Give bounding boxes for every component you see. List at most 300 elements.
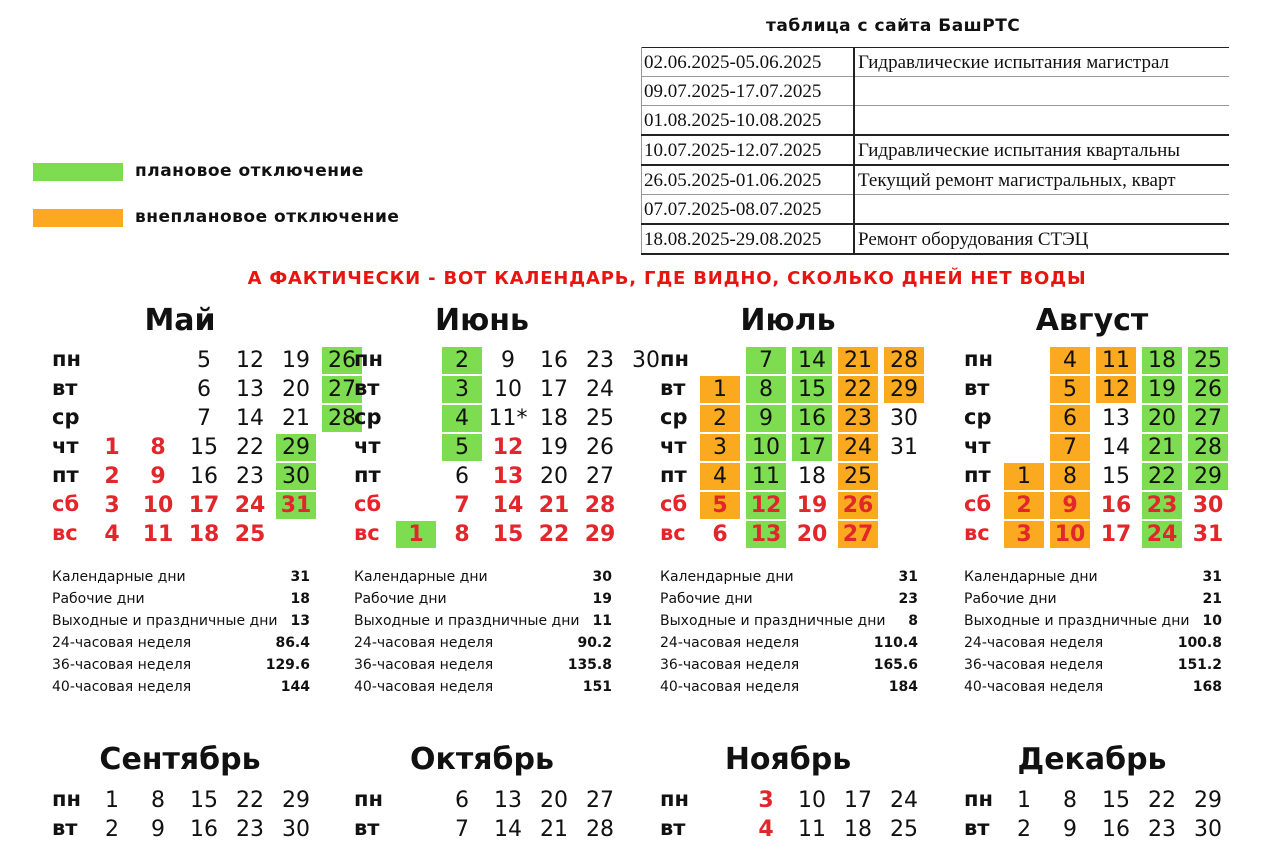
stat-label: Календарные дни xyxy=(660,569,794,585)
weekday-label: пн xyxy=(660,347,690,371)
weekday-label: вт xyxy=(660,376,686,400)
weekday-label: чт xyxy=(52,434,79,458)
stat-value: 11 xyxy=(592,613,612,629)
calendar-day: 17 xyxy=(844,788,872,813)
calendar-day: 30 xyxy=(632,348,660,373)
calendar-day: 18 xyxy=(540,406,568,431)
calendar-day: 17 xyxy=(792,434,832,461)
table-cell-work: Гидравлические испытания квартальны xyxy=(858,139,1181,161)
calendar-day: 12 xyxy=(236,348,264,373)
calendar-day: 4 xyxy=(758,817,774,842)
calendar-day: 15 xyxy=(1102,788,1130,813)
calendar-day: 20 xyxy=(540,788,568,813)
calendar-day: 5 xyxy=(197,348,211,373)
table-cell-work xyxy=(854,195,1229,225)
calendar-day: 29 xyxy=(282,788,310,813)
stat-row xyxy=(660,566,918,588)
calendar-day: 21 xyxy=(540,817,568,842)
weekday-label: пн xyxy=(354,787,384,811)
calendar-day: 1 xyxy=(1017,788,1031,813)
stat-value: 151.2 xyxy=(1177,657,1222,673)
table-cell-work: Гидравлические испытания магистрал xyxy=(858,51,1170,73)
legend-planned-label: плановое отключение xyxy=(135,161,364,181)
calendar-day: 17 xyxy=(1100,522,1132,547)
stat-value: 90.2 xyxy=(577,635,612,651)
stat-value: 135.8 xyxy=(567,657,612,673)
stat-label: Выходные и праздничные дни xyxy=(660,613,886,629)
table-cell-dates: 26.05.2025-01.06.2025 xyxy=(642,165,855,195)
calendar-day: 29 xyxy=(276,434,316,461)
calendar-day: 1 xyxy=(700,376,740,403)
calendar-day: 27 xyxy=(322,376,362,403)
table-cell-dates: 01.08.2025-10.08.2025 xyxy=(642,106,855,136)
month-title: Май xyxy=(144,303,216,338)
weekday-label: вс xyxy=(964,521,990,545)
stat-row xyxy=(660,610,918,632)
calendar-day: 2 xyxy=(104,464,120,489)
stat-label: 40-часовая неделя xyxy=(52,679,192,695)
stat-label: Выходные и праздничные дни xyxy=(964,613,1190,629)
calendar-day: 16 xyxy=(1102,817,1130,842)
weekday-label: пн xyxy=(660,787,690,811)
stat-label: 36-часовая неделя xyxy=(660,657,800,673)
calendar-day: 14 xyxy=(1102,435,1130,460)
rts-outage-table xyxy=(641,47,1229,255)
legend-unplanned-swatch xyxy=(33,209,123,227)
calendar-day: 10 xyxy=(142,493,174,518)
calendar-day: 7 xyxy=(197,406,211,431)
calendar-day: 24 xyxy=(1142,521,1182,548)
calendar-day: 18 xyxy=(188,522,220,547)
calendar-day: 17 xyxy=(188,493,220,518)
table-row xyxy=(642,77,1230,106)
calendar-day: 14 xyxy=(792,347,832,374)
stat-value: 30 xyxy=(592,569,612,585)
weekday-label: ср xyxy=(660,405,688,429)
stat-row xyxy=(354,632,612,654)
stat-label: 36-часовая неделя xyxy=(964,657,1104,673)
calendar-day: 11 xyxy=(1096,347,1136,374)
calendar-day: 20 xyxy=(282,377,310,402)
calendar-day: 28 xyxy=(884,347,924,374)
calendar-day: 27 xyxy=(586,788,614,813)
calendar-day: 1 xyxy=(104,435,120,460)
table-row xyxy=(642,135,1230,165)
stat-label: Рабочие дни xyxy=(354,591,447,607)
weekday-label: пт xyxy=(964,463,991,487)
month-title: Декабрь xyxy=(1017,742,1167,777)
weekday-label: вт xyxy=(354,816,380,840)
calendar-day: 18 xyxy=(844,817,872,842)
calendar-day: 22 xyxy=(838,376,878,403)
weekday-label: пн xyxy=(354,347,384,371)
calendar-day: 9 xyxy=(746,405,786,432)
stat-row xyxy=(660,654,918,676)
calendar-day: 9 xyxy=(501,348,515,373)
calendar-day: 30 xyxy=(1194,817,1222,842)
calendar-day: 16 xyxy=(190,464,218,489)
stat-label: 24-часовая неделя xyxy=(52,635,192,651)
calendar-day: 30 xyxy=(282,817,310,842)
calendar-day: 29 xyxy=(884,376,924,403)
calendar-day: 12 xyxy=(746,492,786,519)
table-row xyxy=(642,195,1230,225)
calendar-day: 29 xyxy=(1188,463,1228,490)
month-title: Июль xyxy=(740,303,836,338)
stat-row xyxy=(964,610,1222,632)
stat-value: 18 xyxy=(290,591,310,607)
stat-value: 31 xyxy=(1202,569,1222,585)
calendar-day: 22 xyxy=(538,522,570,547)
stat-label: 36-часовая неделя xyxy=(354,657,494,673)
calendar-day: 31 xyxy=(1192,522,1224,547)
weekday-label: вт xyxy=(52,376,78,400)
calendar-day: 11 xyxy=(142,522,174,547)
stat-value: 165.6 xyxy=(873,657,918,673)
calendar-day: 25 xyxy=(890,817,918,842)
calendar-day: 1 xyxy=(105,788,119,813)
calendar-day: 9 xyxy=(151,817,165,842)
stat-value: 184 xyxy=(888,679,918,695)
weekday-label: пт xyxy=(660,463,687,487)
weekday-label: сб xyxy=(964,492,992,516)
calendar-day: 2 xyxy=(1004,492,1044,519)
calendar-day: 25 xyxy=(1188,347,1228,374)
calendar-day: 4 xyxy=(104,522,120,547)
stat-row xyxy=(52,610,310,632)
calendar-day: 31 xyxy=(890,435,918,460)
weekday-label: пт xyxy=(354,463,381,487)
weekday-label: чт xyxy=(964,434,991,458)
stat-label: 24-часовая неделя xyxy=(964,635,1104,651)
calendar-day: 20 xyxy=(540,464,568,489)
stat-row xyxy=(52,632,310,654)
weekday-label: вт xyxy=(964,816,990,840)
calendar-day: 30 xyxy=(276,463,316,490)
calendar-day: 20 xyxy=(796,522,828,547)
calendar-day: 19 xyxy=(282,348,310,373)
calendar-day: 24 xyxy=(234,493,266,518)
calendar-day: 25 xyxy=(234,522,266,547)
calendar-day: 18 xyxy=(798,464,826,489)
calendar-day: 14 xyxy=(236,406,264,431)
stat-label: Выходные и праздничные дни xyxy=(354,613,580,629)
weekday-label: пт xyxy=(52,463,79,487)
weekday-label: пн xyxy=(52,347,82,371)
calendar-day: 25 xyxy=(586,406,614,431)
calendar-day: 21 xyxy=(1142,434,1182,461)
weekday-label: вс xyxy=(354,521,380,545)
calendar-day: 7 xyxy=(455,817,469,842)
calendar-day: 6 xyxy=(455,788,469,813)
calendar-day: 24 xyxy=(586,377,614,402)
stat-row xyxy=(964,588,1222,610)
calendar-day: 26 xyxy=(322,347,362,374)
weekday-label: пн xyxy=(964,787,994,811)
calendar-day: 19 xyxy=(540,435,568,460)
weekday-label: вс xyxy=(52,521,78,545)
calendar-day: 8 xyxy=(151,788,165,813)
calendar-day: 29 xyxy=(1194,788,1222,813)
stat-row xyxy=(52,676,310,698)
stat-value: 86.4 xyxy=(275,635,310,651)
table-row xyxy=(642,224,1230,254)
stat-row xyxy=(354,566,612,588)
weekday-label: пн xyxy=(52,787,82,811)
calendar-day: 28 xyxy=(584,493,616,518)
calendar-day: 23 xyxy=(236,817,264,842)
calendar-day: 16 xyxy=(540,348,568,373)
calendar-day: 19 xyxy=(796,493,828,518)
stat-value: 151 xyxy=(582,679,612,695)
calendar-day: 14 xyxy=(492,493,524,518)
stat-label: Рабочие дни xyxy=(52,591,145,607)
calendar-day: 8 xyxy=(150,435,166,460)
table-cell-work xyxy=(854,77,1229,106)
weekday-label: вт xyxy=(52,816,78,840)
weekday-label: сб xyxy=(52,492,80,516)
stat-value: 13 xyxy=(290,613,310,629)
table-cell-dates: 10.07.2025-12.07.2025 xyxy=(642,135,855,165)
calendar-day: 26 xyxy=(838,492,878,519)
calendar-day: 24 xyxy=(838,434,878,461)
calendar-day: 5 xyxy=(442,434,482,461)
stat-value: 129.6 xyxy=(265,657,310,673)
stat-label: 24-часовая неделя xyxy=(354,635,494,651)
calendar-day: 23 xyxy=(586,348,614,373)
stat-row xyxy=(660,676,918,698)
table-cell-work: Текущий ремонт магистральных, кварт xyxy=(858,169,1176,191)
stat-value: 144 xyxy=(280,679,310,695)
calendar-day: 23 xyxy=(838,405,878,432)
weekday-label: ср xyxy=(52,405,80,429)
calendar-day: 30 xyxy=(1192,493,1224,518)
stat-row xyxy=(354,654,612,676)
calendar-day: 23 xyxy=(1142,492,1182,519)
calendar-day: 6 xyxy=(1050,405,1090,432)
calendar-day: 23 xyxy=(236,464,264,489)
calendar-day: 2 xyxy=(700,405,740,432)
stat-row xyxy=(964,654,1222,676)
stat-label: Календарные дни xyxy=(354,569,488,585)
stat-row xyxy=(964,632,1222,654)
calendar-day: 11 xyxy=(746,463,786,490)
calendar-day: 21 xyxy=(282,406,310,431)
calendar-day: 17 xyxy=(540,377,568,402)
headline: А ФАКТИЧЕСКИ - ВОТ КАЛЕНДАРЬ, ГДЕ ВИДНО, СКОЛЬКО ДНЕЙ НЕТ ВОДЫ xyxy=(247,268,1087,289)
stat-label: Календарные дни xyxy=(964,569,1098,585)
calendar-day: 4 xyxy=(1050,347,1090,374)
calendar-day: 15 xyxy=(1102,464,1130,489)
calendar-day: 14 xyxy=(494,817,522,842)
calendar-day: 28 xyxy=(322,405,362,432)
table-cell-dates: 02.06.2025-05.06.2025 xyxy=(642,48,855,77)
calendar-day: 30 xyxy=(890,406,918,431)
stat-value: 31 xyxy=(898,569,918,585)
calendar-day: 3 xyxy=(442,376,482,403)
month-title: Октябрь xyxy=(410,742,554,777)
stat-label: Рабочие дни xyxy=(964,591,1057,607)
calendar-day: 6 xyxy=(197,377,211,402)
stat-row xyxy=(660,632,918,654)
month-title: Июнь xyxy=(435,303,529,338)
calendar-day: 3 xyxy=(1004,521,1044,548)
weekday-label: ср xyxy=(354,405,382,429)
stat-label: 40-часовая неделя xyxy=(660,679,800,695)
calendar-day: 27 xyxy=(838,521,878,548)
calendar-day: 21 xyxy=(838,347,878,374)
month-title: Ноябрь xyxy=(724,742,852,777)
stat-row xyxy=(964,676,1222,698)
calendar-day: 25 xyxy=(838,463,878,490)
weekday-label: пн xyxy=(964,347,994,371)
calendar-day: 16 xyxy=(1100,493,1132,518)
calendar-day: 8 xyxy=(454,522,470,547)
stat-row xyxy=(52,588,310,610)
stat-label: Выходные и праздничные дни xyxy=(52,613,278,629)
calendar-day: 13 xyxy=(1102,406,1130,431)
table-cell-dates: 09.07.2025-17.07.2025 xyxy=(642,77,855,106)
table-row xyxy=(642,165,1230,195)
month-title: Сентябрь xyxy=(99,742,261,777)
weekday-label: ср xyxy=(964,405,992,429)
calendar-day: 22 xyxy=(1142,463,1182,490)
table-row xyxy=(642,48,1230,77)
calendar-day: 26 xyxy=(1188,376,1228,403)
month-title: Август xyxy=(1035,303,1149,338)
weekday-label: вс xyxy=(660,521,686,545)
calendar-day: 8 xyxy=(1050,463,1090,490)
stat-row xyxy=(354,676,612,698)
stat-value: 21 xyxy=(1202,591,1222,607)
stat-label: 24-часовая неделя xyxy=(660,635,800,651)
calendar-day: 5 xyxy=(1050,376,1090,403)
stat-value: 19 xyxy=(592,591,612,607)
calendar-day: 10 xyxy=(746,434,786,461)
calendar-day: 3 xyxy=(758,788,774,813)
calendar-day: 27 xyxy=(586,464,614,489)
table-cell-dates: 07.07.2025-08.07.2025 xyxy=(642,195,855,225)
stat-row xyxy=(354,588,612,610)
calendar-day: 20 xyxy=(1142,405,1182,432)
weekday-label: сб xyxy=(354,492,382,516)
calendar-day: 10 xyxy=(798,788,826,813)
calendar-day: 13 xyxy=(492,464,524,489)
calendar-day: 16 xyxy=(190,817,218,842)
calendar-day: 2 xyxy=(105,817,119,842)
calendar-day: 6 xyxy=(455,464,469,489)
stat-label: Календарные дни xyxy=(52,569,186,585)
stat-value: 8 xyxy=(908,613,918,629)
table-title: таблица с сайта БашРТС xyxy=(766,16,1021,36)
calendar-day: 5 xyxy=(700,492,740,519)
calendar-day: 13 xyxy=(746,521,786,548)
calendar-day: 12 xyxy=(1096,376,1136,403)
stat-row xyxy=(52,654,310,676)
calendar-day: 7 xyxy=(454,493,470,518)
calendar-day: 15 xyxy=(190,788,218,813)
calendar-day: 26 xyxy=(586,435,614,460)
stat-value: 168 xyxy=(1192,679,1222,695)
calendar-day: 27 xyxy=(1188,405,1228,432)
calendar-day: 7 xyxy=(746,347,786,374)
calendar-day: 21 xyxy=(538,493,570,518)
weekday-label: вт xyxy=(964,376,990,400)
calendar-day: 22 xyxy=(236,788,264,813)
stat-row xyxy=(52,566,310,588)
stat-label: 36-часовая неделя xyxy=(52,657,192,673)
calendar-day: 2 xyxy=(1017,817,1031,842)
calendar-day: 15 xyxy=(492,522,524,547)
table-row xyxy=(642,106,1230,136)
calendar-day: 29 xyxy=(584,522,616,547)
calendar-day: 4 xyxy=(700,463,740,490)
calendar-day: 12 xyxy=(492,435,524,460)
calendar-day: 9 xyxy=(150,464,166,489)
calendar-day: 22 xyxy=(1148,788,1176,813)
calendar-day: 8 xyxy=(1063,788,1077,813)
calendar-day: 1 xyxy=(1004,463,1044,490)
calendar-day: 7 xyxy=(1050,434,1090,461)
stat-label: 40-часовая неделя xyxy=(964,679,1104,695)
calendar-day: 13 xyxy=(494,788,522,813)
stat-label: 40-часовая неделя xyxy=(354,679,494,695)
calendar-day: 11* xyxy=(488,406,528,431)
stat-value: 110.4 xyxy=(873,635,918,651)
table-cell-work xyxy=(854,106,1229,136)
weekday-label: чт xyxy=(354,434,381,458)
calendar-day: 31 xyxy=(276,492,316,519)
stat-label: Рабочие дни xyxy=(660,591,753,607)
stat-row xyxy=(354,610,612,632)
calendar-day: 28 xyxy=(1188,434,1228,461)
calendar-day: 15 xyxy=(190,435,218,460)
calendar-day: 23 xyxy=(1148,817,1176,842)
calendar-day: 13 xyxy=(236,377,264,402)
calendar-day: 22 xyxy=(236,435,264,460)
stat-value: 23 xyxy=(898,591,918,607)
table-cell-work: Ремонт оборудования СТЭЦ xyxy=(858,228,1089,250)
calendar-day: 6 xyxy=(712,522,728,547)
table-cell-dates: 18.08.2025-29.08.2025 xyxy=(642,224,855,254)
calendar-day: 3 xyxy=(104,493,120,518)
calendar-day: 2 xyxy=(442,347,482,374)
calendar-day: 28 xyxy=(586,817,614,842)
stat-value: 100.8 xyxy=(1177,635,1222,651)
legend-unplanned-label: внеплановое отключение xyxy=(135,207,400,227)
weekday-label: чт xyxy=(660,434,687,458)
calendar-day: 24 xyxy=(890,788,918,813)
calendar-day: 1 xyxy=(396,521,436,548)
calendar-day: 15 xyxy=(792,376,832,403)
calendar-day: 8 xyxy=(746,376,786,403)
stat-row xyxy=(660,588,918,610)
calendar-day: 9 xyxy=(1050,492,1090,519)
calendar-day: 9 xyxy=(1063,817,1077,842)
calendar-day: 10 xyxy=(494,377,522,402)
stat-row xyxy=(964,566,1222,588)
stat-value: 31 xyxy=(290,569,310,585)
legend-planned-swatch xyxy=(33,163,123,181)
weekday-label: вт xyxy=(354,376,380,400)
calendar-day: 4 xyxy=(442,405,482,432)
weekday-label: сб xyxy=(660,492,688,516)
calendar-day: 16 xyxy=(792,405,832,432)
calendar-day: 18 xyxy=(1142,347,1182,374)
stat-value: 10 xyxy=(1202,613,1222,629)
weekday-label: вт xyxy=(660,816,686,840)
calendar-day: 11 xyxy=(798,817,826,842)
